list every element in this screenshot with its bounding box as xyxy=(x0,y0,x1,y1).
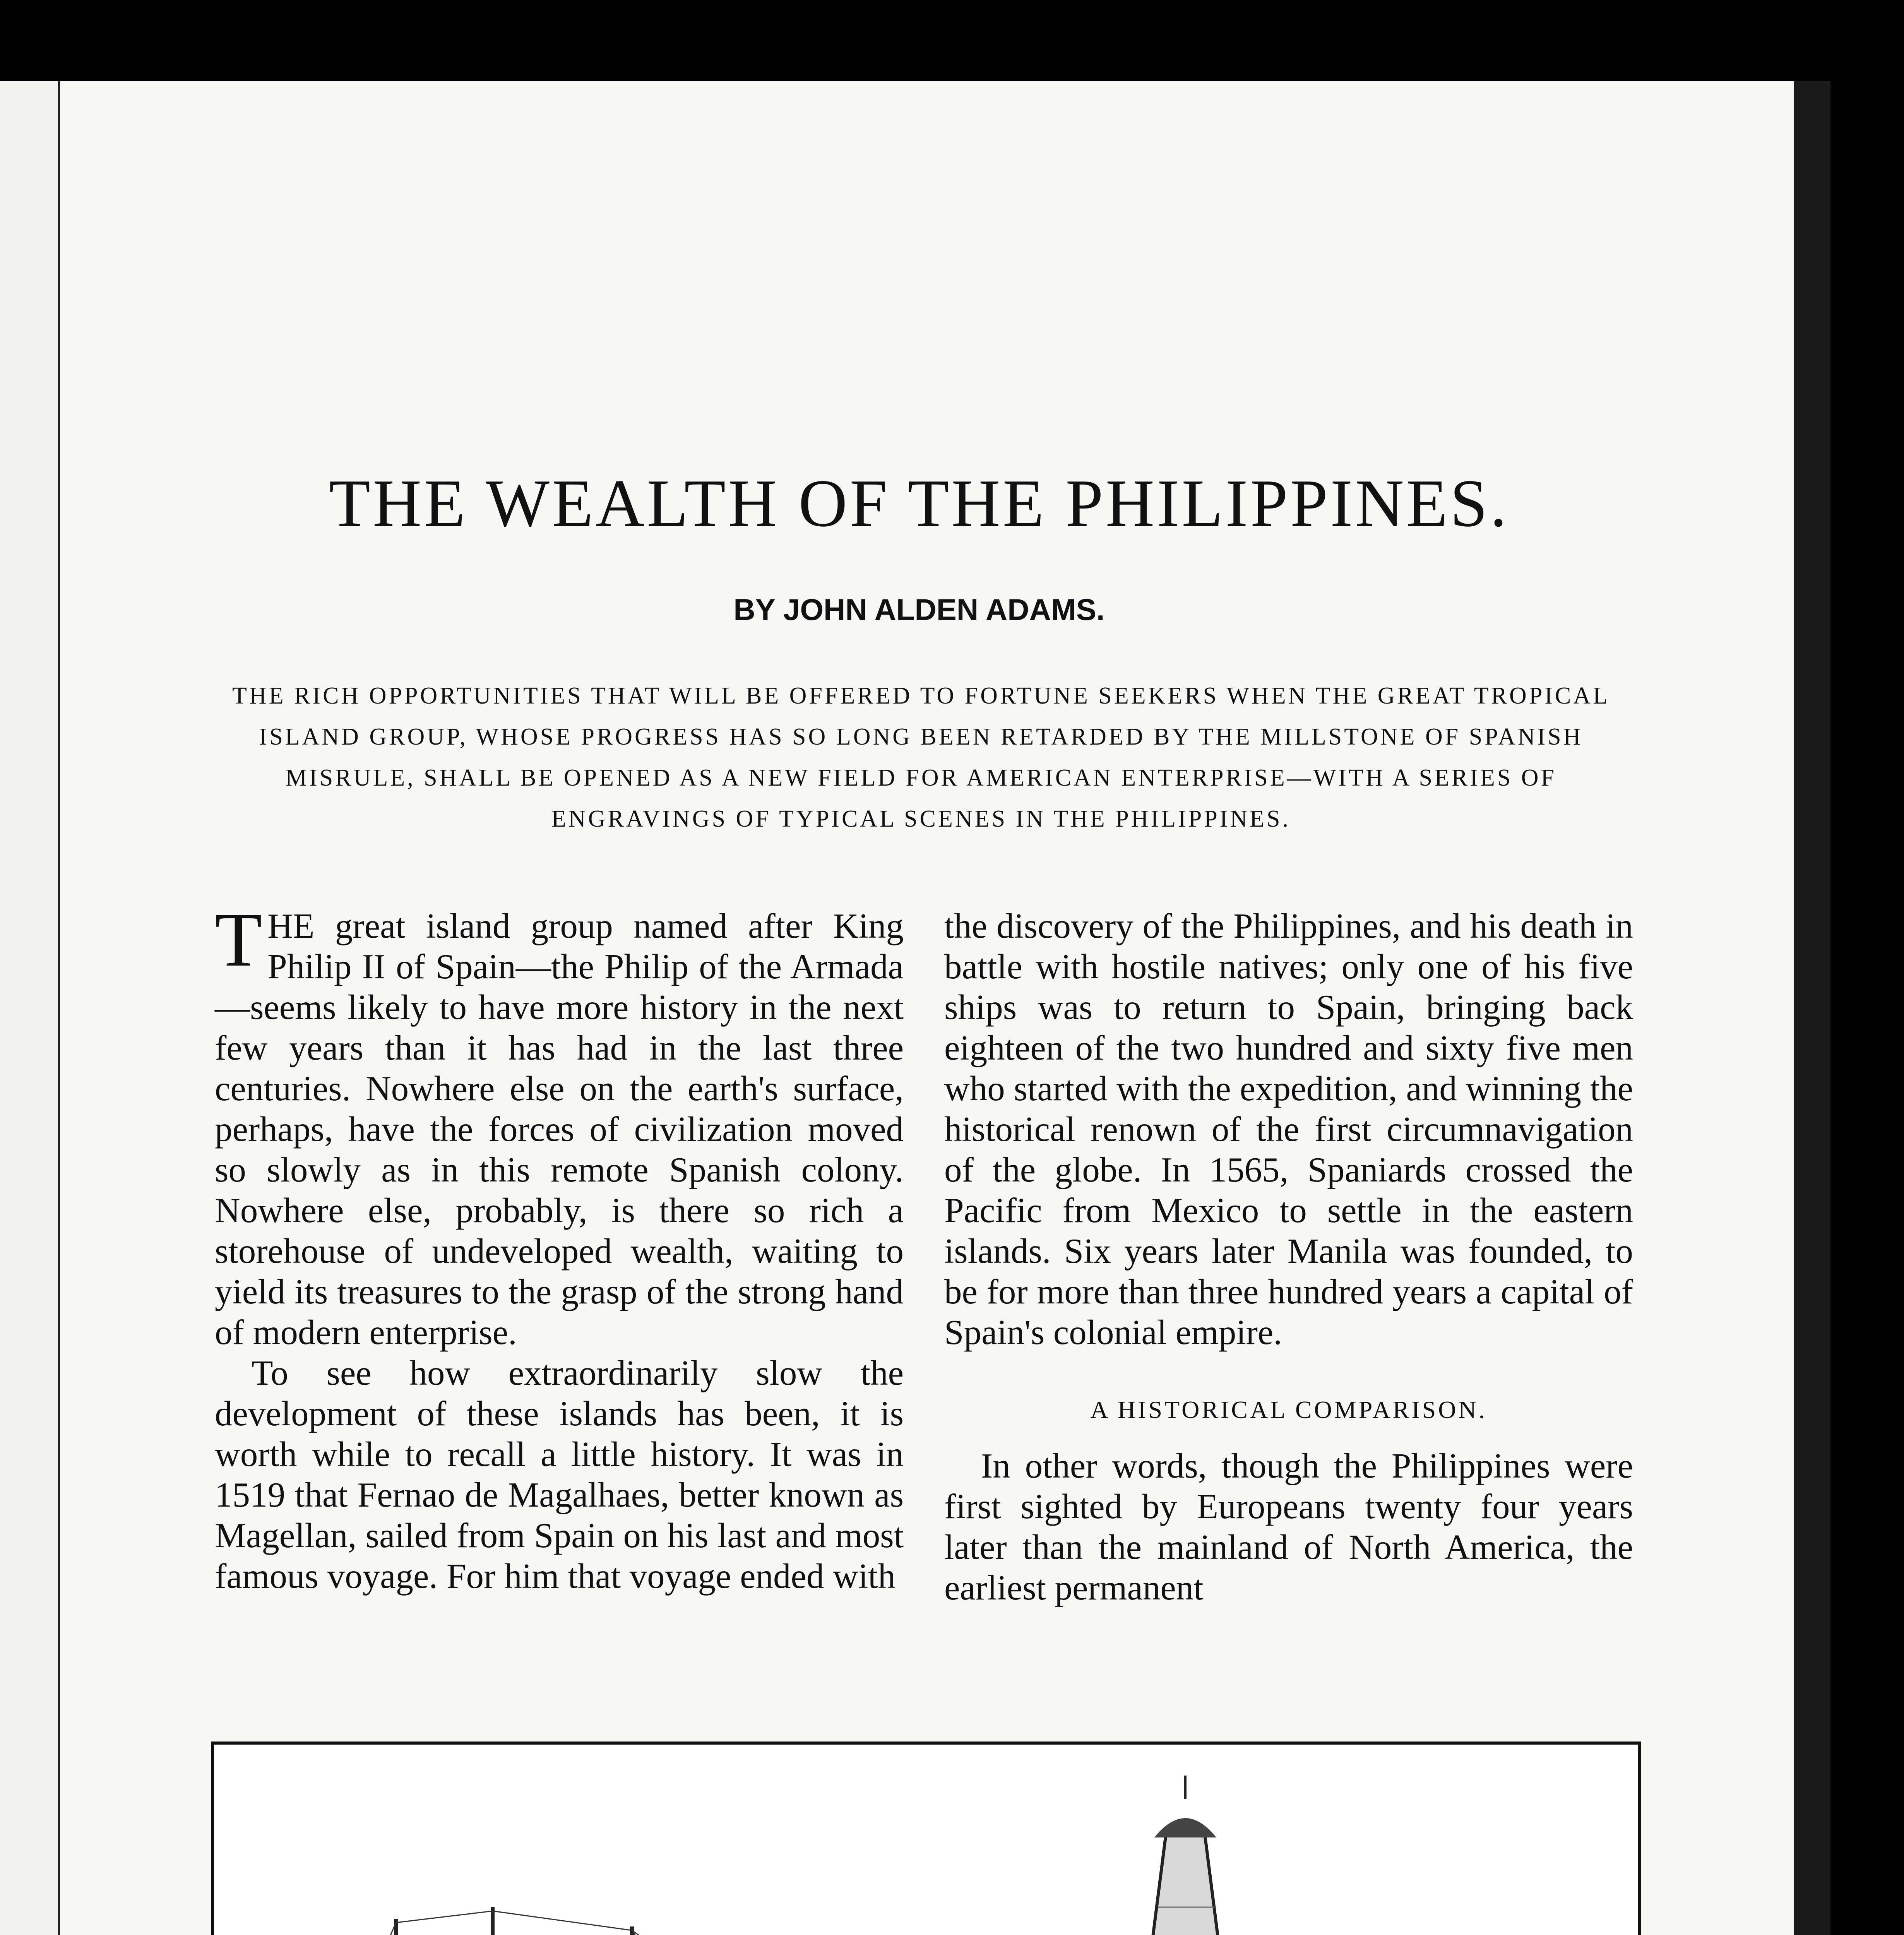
lighthouse-lantern xyxy=(1154,1818,1216,1837)
paragraph-1 xyxy=(215,897,904,1353)
right-page-edge xyxy=(1794,81,1830,1935)
article-byline: BY JOHN ALDEN ADAMS. xyxy=(733,592,1105,627)
left-page-edge xyxy=(0,81,58,1935)
paragraph-3: the discovery of the Philippines, and his death in battle with hostile natives; only one of his five ships was to return to Spain, bringing back eighteen of the two hundred and sixty five men who started with the expedition, and winning the historical renown of the first circumnavigation of the globe. In 1565, Spaniards crossed the Pacific from Mexico to settle in the eastern islands. Six years later Manila was founded, to be for more than three hundred years a capital of Spain's colonial empire. xyxy=(944,906,1633,1352)
paragraph-4: In other words, though the Philippines were first sighted by Europeans twenty four years later than the mainland of North America, the earliest permanent xyxy=(944,1446,1633,1607)
paragraph-1-text: HE great island group named after King Philip II of Spain—the Philip of the Armada—seems likely to have more history in the next few years than it has had in the last three centuries. Nowhere else on the earth's surface, perhaps, have the forces of civilization moved so slowly as in this remote Spanish colony. Nowhere else, probably, is there so rich a storehouse of undeveloped wealth, waiting to yield its treasures to the grasp of the strong hand of modern enterprise. xyxy=(215,906,904,1352)
ship-rigging xyxy=(299,1911,1003,1935)
paragraph-2: To see how extraordinarily slow the development of these islands has been, it is worth while to recall a little history. It was in 1519 that Fernao de Magalhaes, better known as Magellan, sailed from Spain on his last and most famous voyage. For him that voyage ended with xyxy=(215,1353,904,1596)
drop-cap: T xyxy=(215,897,262,983)
article-summary: THE RICH OPPORTUNITIES THAT WILL BE OFFERED TO FORTUNE SEEKERS WHEN THE GREAT TROPICAL ISLAND GROUP, WHOSE PROGRESS HAS SO LONG BEEN RETARDED BY THE MILLSTONE OF SPANISH MISRULE, SHALL BE OPENED AS A NEW FIELD FOR AMERICAN ENTERPRISE—WITH A SERIES OF ENGRAVINGS OF TYPICAL SCENES IN THE PHILIPPINES. xyxy=(232,683,1610,832)
harbor-engraving xyxy=(211,1742,1641,1935)
article-title: THE WEALTH OF THE PHILIPPINES. xyxy=(329,466,1509,541)
section-subhead: A HISTORICAL COMPARISON. xyxy=(1090,1396,1487,1423)
lighthouse-tower xyxy=(1116,1834,1259,1935)
engraving-illustration xyxy=(214,1745,1638,1935)
text-column-right xyxy=(944,906,1633,1608)
ship-masts xyxy=(396,1907,632,1935)
text-column-left xyxy=(215,897,904,1596)
